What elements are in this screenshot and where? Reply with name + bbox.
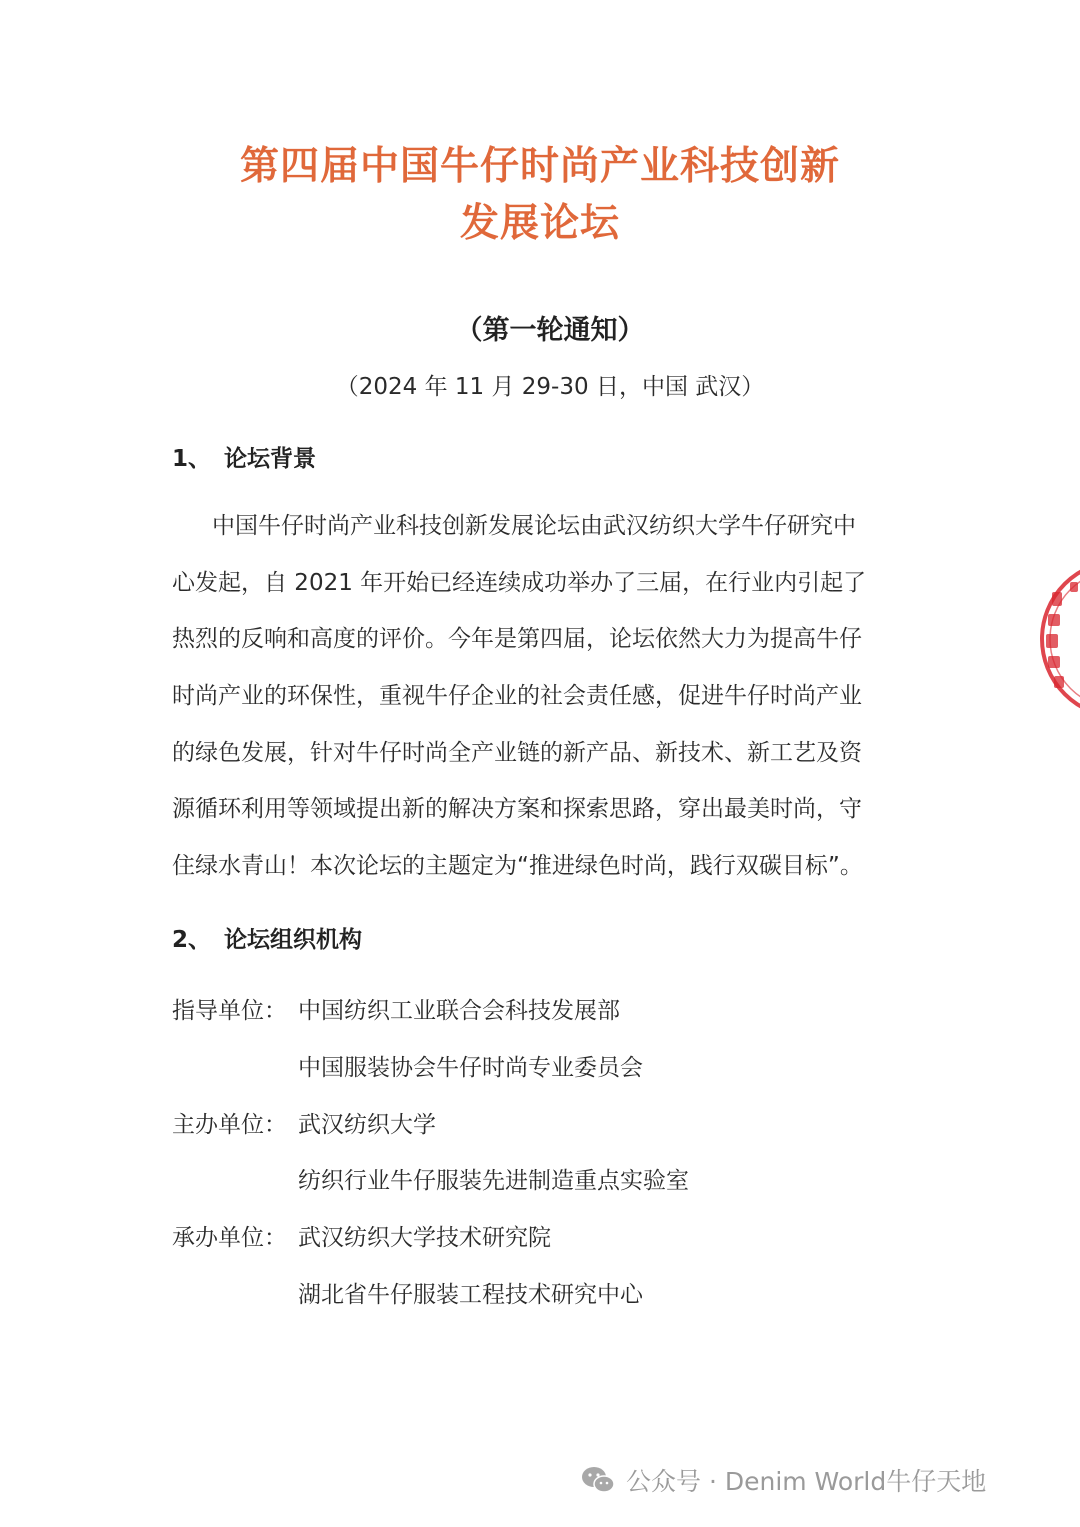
paragraph-line: 中国牛仔时尚产业科技创新发展论坛由武汉纺织大学牛仔研究中 [212,513,856,539]
org-name: 武汉纺织大学 [298,1112,436,1138]
section-title: 论坛组织机构 [224,927,362,953]
org-row-guidance [172,992,620,1025]
org-name: 中国纺织工业联合会科技发展部 [298,998,620,1024]
section-number: 1、 [172,446,212,472]
org-label: 指导单位： [172,998,287,1024]
org-name: 中国服装协会牛仔时尚专业委员会 [298,1055,643,1081]
org-row-organizer-2 [298,1276,643,1309]
section-heading-organization [172,921,362,954]
wechat-account-watermark [580,1462,986,1498]
org-label: 承办单位： [172,1225,287,1251]
org-name: 纺织行业牛仔服装先进制造重点实验室 [298,1168,689,1194]
red-seal-stamp-icon [1000,552,1080,727]
section-number: 2、 [172,927,212,953]
watermark-text: 公众号 · Denim World牛仔天地 [626,1467,987,1496]
org-row-host [172,1106,436,1139]
background-paragraph [172,498,932,895]
paragraph-line: 源循环利用等领域提出新的解决方案和探索思路，穿出最美时尚，守 [172,796,862,823]
document-title-line-2: 发展论坛 [459,201,620,246]
wechat-icon [580,1465,616,1495]
event-date-location: （2024 年 11 月 29-30 日，中国 武汉） [335,374,765,400]
paragraph-line: 热烈的反响和高度的评价。今年是第四届，论坛依然大力为提高牛仔 [172,626,862,653]
paragraph-line: 时尚产业的环保性，重视牛仔企业的社会责任感，促进牛仔时尚产业 [172,683,862,710]
org-row-organizer [172,1219,551,1252]
org-row-guidance-2 [298,1049,643,1082]
document-subtitle: （第一轮通知） [455,315,645,346]
org-label: 主办单位： [172,1112,287,1138]
document-title-line-1: 第四届中国牛仔时尚产业科技创新 [239,144,840,189]
paragraph-line: 心发起，自 2021 年开始已经连续成功举办了三届，在行业内引起了 [172,569,867,596]
paragraph-line: 的绿色发展，针对牛仔时尚全产业链的新产品、新技术、新工艺及资 [172,739,862,766]
org-name: 湖北省牛仔服装工程技术研究中心 [298,1282,643,1308]
section-heading-background [172,440,316,473]
paragraph-line: 住绿水青山！本次论坛的主题定为“推进绿色时尚，践行双碳目标”。 [172,853,863,880]
org-name: 武汉纺织大学技术研究院 [298,1225,551,1251]
org-row-host-2 [298,1162,689,1195]
section-title: 论坛背景 [224,446,316,472]
